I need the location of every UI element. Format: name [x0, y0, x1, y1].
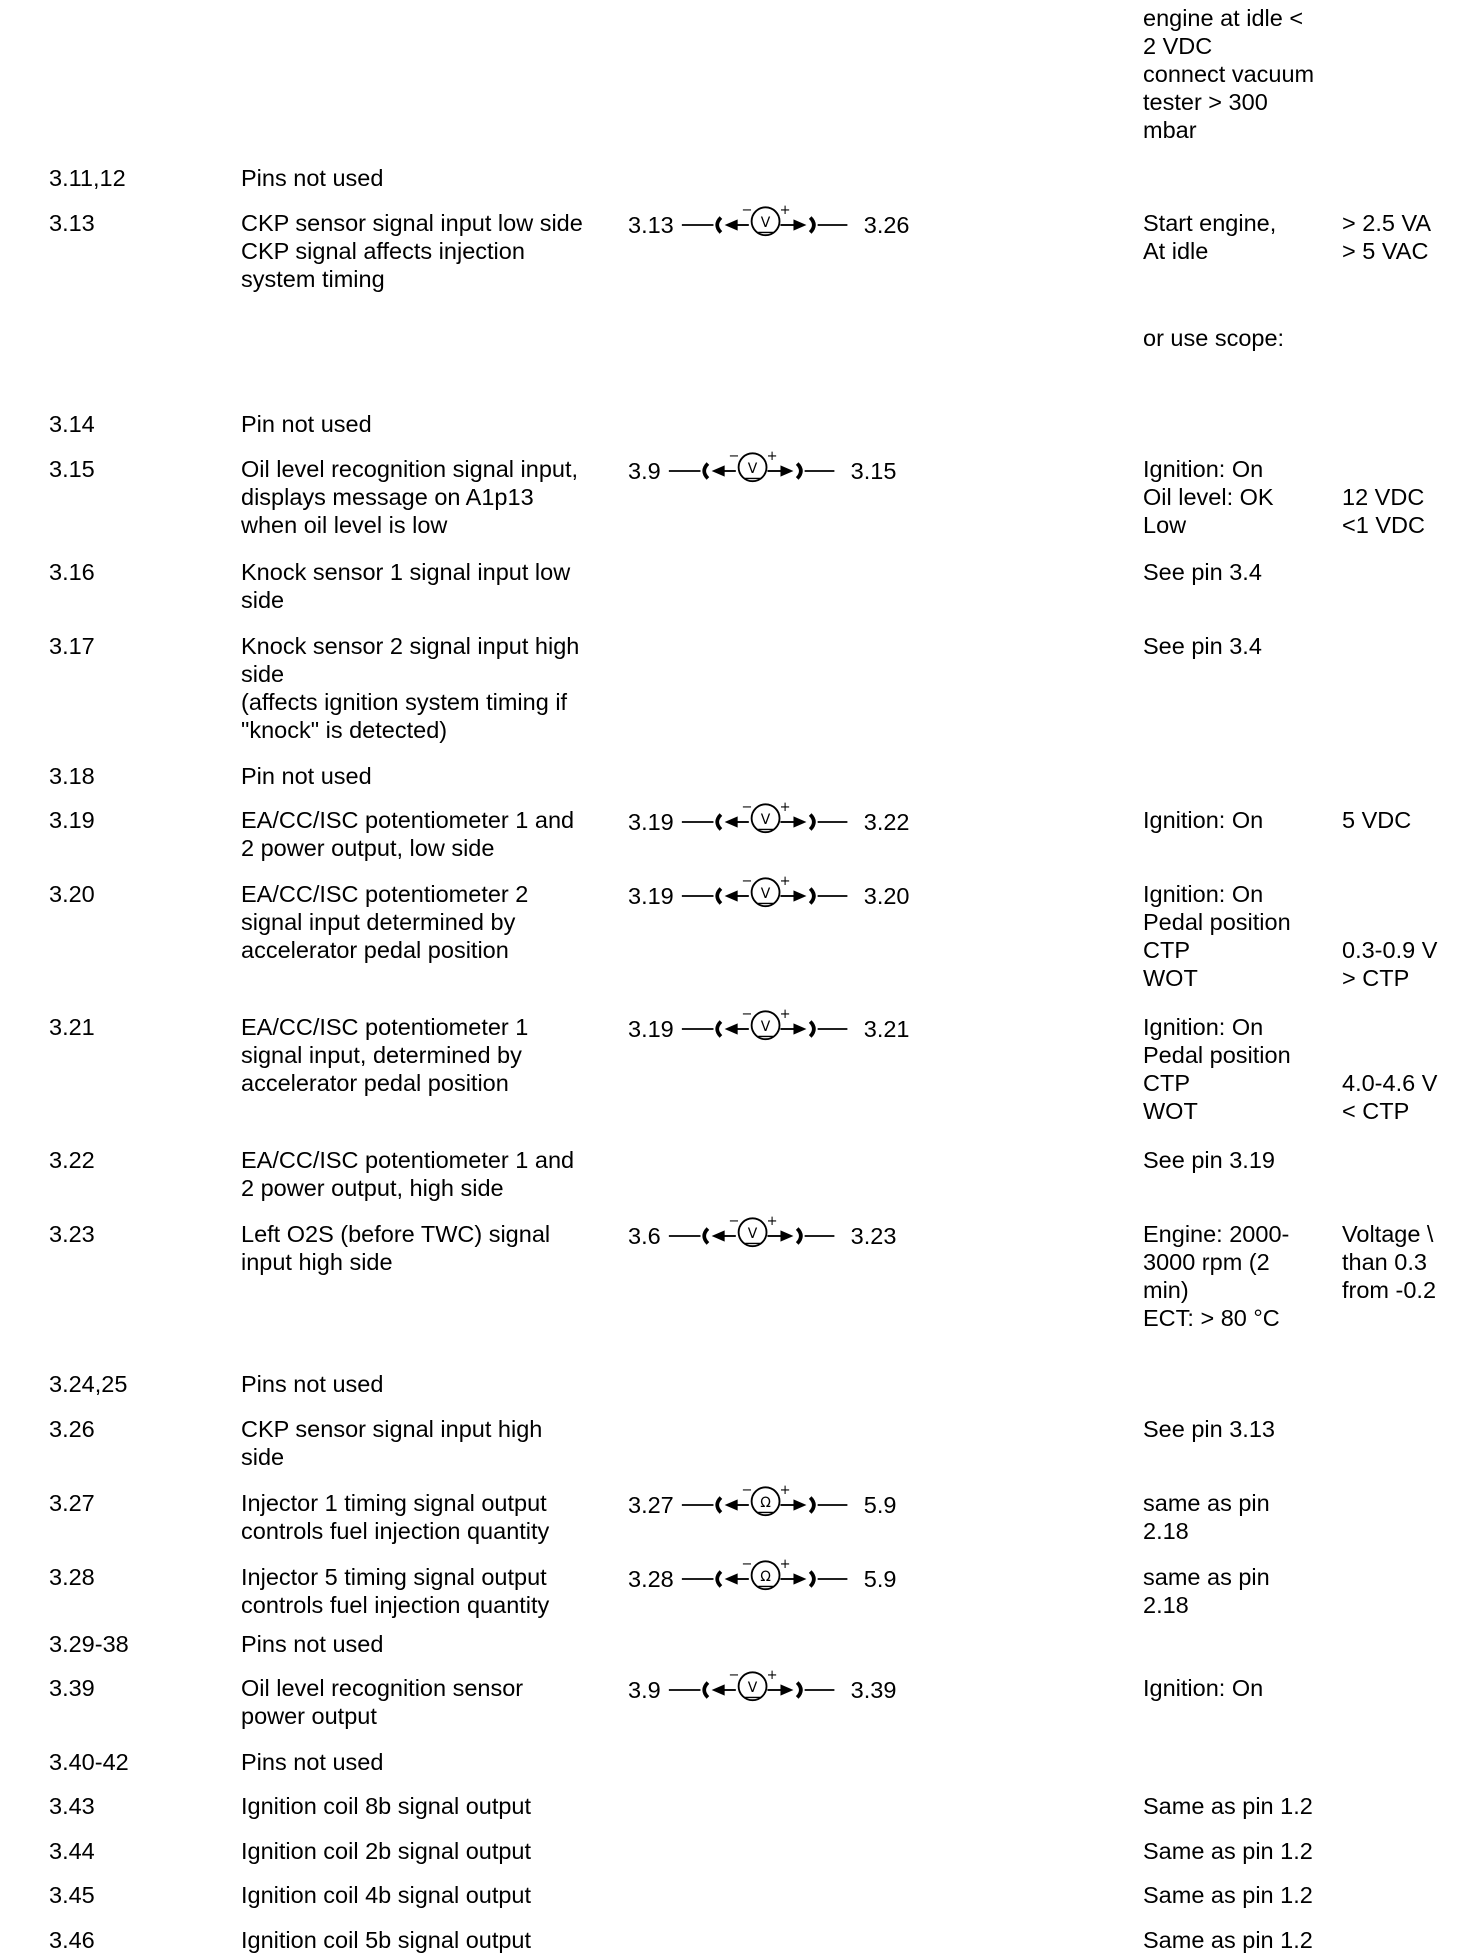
- test-conditions: Ignition: On: [1143, 807, 1264, 833]
- pin-number: 3.22: [49, 1147, 95, 1173]
- connector-right-icon: [797, 1683, 801, 1698]
- meter-minus-sign: −: [741, 1007, 753, 1022]
- alternate-test-note: or use scope:: [1143, 325, 1285, 351]
- pin-number: 3.26: [49, 1416, 95, 1442]
- pin-description: Pins not used: [241, 1371, 384, 1397]
- pin-description: Ignition coil 5b signal output: [241, 1927, 532, 1953]
- connector-right-icon: [810, 1498, 814, 1513]
- test-conditions: See pin 3.4: [1143, 633, 1262, 659]
- meter-to-pin: 3.20: [863, 883, 910, 909]
- meter-minus-sign: −: [728, 449, 740, 464]
- meter-from-pin: 3.19: [628, 1016, 674, 1042]
- meter-type-label: V: [760, 811, 771, 828]
- test-conditions: Ignition: On Pedal position CTP WOT: [1143, 881, 1291, 991]
- pin-number: 3.29-38: [49, 1631, 129, 1657]
- pin-description: Ignition coil 2b signal output: [241, 1838, 532, 1864]
- test-conditions: See pin 3.19: [1143, 1147, 1275, 1173]
- meter-connection-diagram: [628, 449, 948, 493]
- pin-number: 3.14: [49, 411, 95, 437]
- test-conditions: Start engine, At idle: [1143, 210, 1277, 264]
- pin-description: EA/CC/ISC potentiometer 1 and 2 power output, high side: [241, 1147, 575, 1201]
- pin-description: Pins not used: [241, 165, 384, 191]
- connector-left-icon: [704, 1229, 708, 1244]
- meter-to-pin: 3.26: [863, 212, 910, 238]
- pin-number: 3.44: [49, 1838, 95, 1864]
- connector-left-icon: [704, 1683, 708, 1698]
- pin-description: EA/CC/ISC potentiometer 1 signal input, determined by accelerator pedal position: [241, 1014, 529, 1096]
- meter-minus-sign: −: [728, 1214, 740, 1229]
- test-conditions: Same as pin 1.2: [1143, 1882, 1313, 1908]
- meter-minus-sign: −: [741, 1557, 753, 1572]
- nominal-value: Voltage \ than 0.3 from -0.2: [1342, 1221, 1437, 1303]
- meter-connection-diagram: [628, 203, 948, 247]
- meter-minus-sign: −: [741, 203, 753, 218]
- pin-description: EA/CC/ISC potentiometer 2 signal input determined by accelerator pedal position: [241, 881, 529, 963]
- pin-description: EA/CC/ISC potentiometer 1 and 2 power output, low side: [241, 807, 575, 861]
- pin-number: 3.39: [49, 1675, 95, 1701]
- nominal-value: > 2.5 VA > 5 VAC: [1342, 210, 1432, 264]
- pin-number: 3.27: [49, 1490, 95, 1516]
- test-conditions: Ignition: On Oil level: OK Low: [1143, 456, 1274, 538]
- test-conditions: Same as pin 1.2: [1143, 1927, 1313, 1953]
- meter-minus-sign: −: [728, 1668, 740, 1683]
- test-conditions: Ignition: On: [1143, 1675, 1264, 1701]
- pin-number: 3.28: [49, 1564, 95, 1590]
- connector-right-icon: [810, 889, 814, 904]
- meter-type-label: V: [760, 885, 771, 902]
- meter-plus-sign: +: [779, 203, 791, 218]
- pin-description: Injector 5 timing signal output controls fuel injection quantity: [241, 1564, 550, 1618]
- meter-type-label: V: [760, 1018, 771, 1035]
- nominal-value: 12 VDC <1 VDC: [1342, 484, 1425, 538]
- pin-description: Pins not used: [241, 1749, 384, 1775]
- meter-from-pin: 3.6: [628, 1223, 661, 1249]
- meter-symbol-icon: [680, 1483, 866, 1527]
- connector-right-icon: [810, 218, 814, 233]
- test-conditions: same as pin 2.18: [1143, 1564, 1270, 1618]
- meter-to-pin: 3.15: [850, 458, 897, 484]
- meter-from-pin: 3.9: [628, 458, 661, 484]
- connector-right-icon: [797, 1229, 801, 1244]
- meter-symbol-icon: [680, 1007, 866, 1051]
- meter-symbol-icon: [680, 1557, 866, 1601]
- meter-plus-sign: +: [779, 800, 791, 815]
- pin-description: Ignition coil 8b signal output: [241, 1793, 532, 1819]
- connector-left-icon: [717, 889, 721, 904]
- meter-symbol-icon: [680, 874, 866, 918]
- meter-to-pin: 5.9: [863, 1566, 897, 1592]
- meter-type-label: V: [747, 1679, 758, 1696]
- nominal-value: 4.0-4.6 V < CTP: [1342, 1070, 1438, 1124]
- meter-plus-sign: +: [779, 1483, 791, 1498]
- pin-number: 3.24,25: [49, 1371, 128, 1397]
- connector-left-icon: [717, 1022, 721, 1037]
- connector-left-icon: [717, 815, 721, 830]
- pin-number: 3.13: [49, 210, 95, 236]
- meter-symbol-icon: [680, 203, 866, 247]
- meter-to-pin: 3.21: [863, 1016, 910, 1042]
- connector-right-icon: [810, 1022, 814, 1037]
- pin-description: Ignition coil 4b signal output: [241, 1882, 532, 1908]
- pin-description: Left O2S (before TWC) signal input high side: [241, 1221, 551, 1275]
- pin-description: CKP sensor signal input high side: [241, 1416, 543, 1470]
- meter-connection-diagram: [628, 800, 948, 844]
- pin-description: CKP sensor signal input low side CKP signal affects injection system timing: [241, 210, 583, 292]
- connector-left-icon: [717, 1572, 721, 1587]
- connector-right-icon: [810, 815, 814, 830]
- meter-type-label: V: [760, 214, 771, 231]
- meter-type-label: V: [747, 460, 758, 477]
- pin-description: Oil level recognition signal input, displays message on A1p13 when oil level is low: [241, 456, 579, 538]
- meter-plus-sign: +: [779, 1557, 791, 1572]
- meter-from-pin: 3.13: [628, 212, 674, 238]
- meter-connection-diagram: [628, 1668, 948, 1712]
- pin-description: Pin not used: [241, 763, 372, 789]
- meter-minus-sign: −: [741, 1483, 753, 1498]
- pin-number: 3.21: [49, 1014, 95, 1040]
- nominal-value: 5 VDC: [1342, 807, 1412, 833]
- nominal-value: 0.3-0.9 V > CTP: [1342, 937, 1438, 991]
- pin-number: 3.11,12: [49, 165, 126, 191]
- connector-right-icon: [810, 1572, 814, 1587]
- test-conditions: Same as pin 1.2: [1143, 1838, 1313, 1864]
- meter-plus-sign: +: [779, 1007, 791, 1022]
- meter-connection-diagram: [628, 874, 948, 918]
- pin-number: 3.46: [49, 1927, 95, 1953]
- pin-number: 3.40-42: [49, 1749, 129, 1775]
- meter-symbol-icon: [667, 1668, 853, 1712]
- pin-number: 3.19: [49, 807, 95, 833]
- meter-from-pin: 3.19: [628, 883, 674, 909]
- connector-left-icon: [717, 218, 721, 233]
- pin-number: 3.17: [49, 633, 95, 659]
- meter-symbol-icon: [667, 1214, 853, 1258]
- pin-description: Knock sensor 1 signal input low side: [241, 559, 571, 613]
- meter-to-pin: 3.22: [863, 809, 910, 835]
- meter-from-pin: 3.19: [628, 809, 674, 835]
- meter-type-label: Ω: [759, 1568, 771, 1585]
- meter-plus-sign: +: [766, 1214, 778, 1229]
- pin-description: Knock sensor 2 signal input high side (affects ignition system timing if "knock" is detected): [241, 633, 580, 743]
- meter-symbol-icon: [667, 449, 853, 493]
- meter-minus-sign: −: [741, 800, 753, 815]
- pin-number: 3.45: [49, 1882, 95, 1908]
- test-conditions: See pin 3.13: [1143, 1416, 1275, 1442]
- meter-minus-sign: −: [741, 874, 753, 889]
- meter-from-pin: 3.9: [628, 1677, 661, 1703]
- meter-to-pin: 5.9: [863, 1492, 897, 1518]
- connector-left-icon: [704, 464, 708, 479]
- connector-right-icon: [797, 464, 801, 479]
- pin-description: Pins not used: [241, 1631, 384, 1657]
- pin-number: 3.18: [49, 763, 95, 789]
- meter-plus-sign: +: [766, 449, 778, 464]
- pin-number: 3.16: [49, 559, 95, 585]
- meter-type-label: Ω: [759, 1494, 771, 1511]
- meter-from-pin: 3.27: [628, 1492, 674, 1518]
- pin-number: 3.15: [49, 456, 95, 482]
- meter-plus-sign: +: [766, 1668, 778, 1683]
- pin-description: Pin not used: [241, 411, 372, 437]
- intro-conditions: engine at idle < 2 VDC connect vacuum tester > 300 mbar: [1143, 5, 1315, 143]
- pin-number: 3.20: [49, 881, 95, 907]
- test-conditions: See pin 3.4: [1143, 559, 1262, 585]
- meter-to-pin: 3.23: [850, 1223, 897, 1249]
- pin-number: 3.23: [49, 1221, 95, 1247]
- meter-type-label: V: [747, 1225, 758, 1242]
- pin-description: Oil level recognition sensor power output: [241, 1675, 524, 1729]
- meter-connection-diagram: [628, 1557, 948, 1601]
- pin-description: Injector 1 timing signal output controls fuel injection quantity: [241, 1490, 550, 1544]
- meter-connection-diagram: [628, 1007, 948, 1051]
- meter-plus-sign: +: [779, 874, 791, 889]
- meter-to-pin: 3.39: [850, 1677, 897, 1703]
- meter-from-pin: 3.28: [628, 1566, 674, 1592]
- test-conditions: Engine: 2000- 3000 rpm (2 min) ECT: > 80 °C: [1143, 1221, 1290, 1331]
- meter-connection-diagram: [628, 1483, 948, 1527]
- meter-connection-diagram: [628, 1214, 948, 1258]
- connector-left-icon: [717, 1498, 721, 1513]
- meter-symbol-icon: [680, 800, 866, 844]
- test-conditions: Ignition: On Pedal position CTP WOT: [1143, 1014, 1291, 1124]
- test-conditions: Same as pin 1.2: [1143, 1793, 1313, 1819]
- test-conditions: same as pin 2.18: [1143, 1490, 1270, 1544]
- pin-number: 3.43: [49, 1793, 95, 1819]
